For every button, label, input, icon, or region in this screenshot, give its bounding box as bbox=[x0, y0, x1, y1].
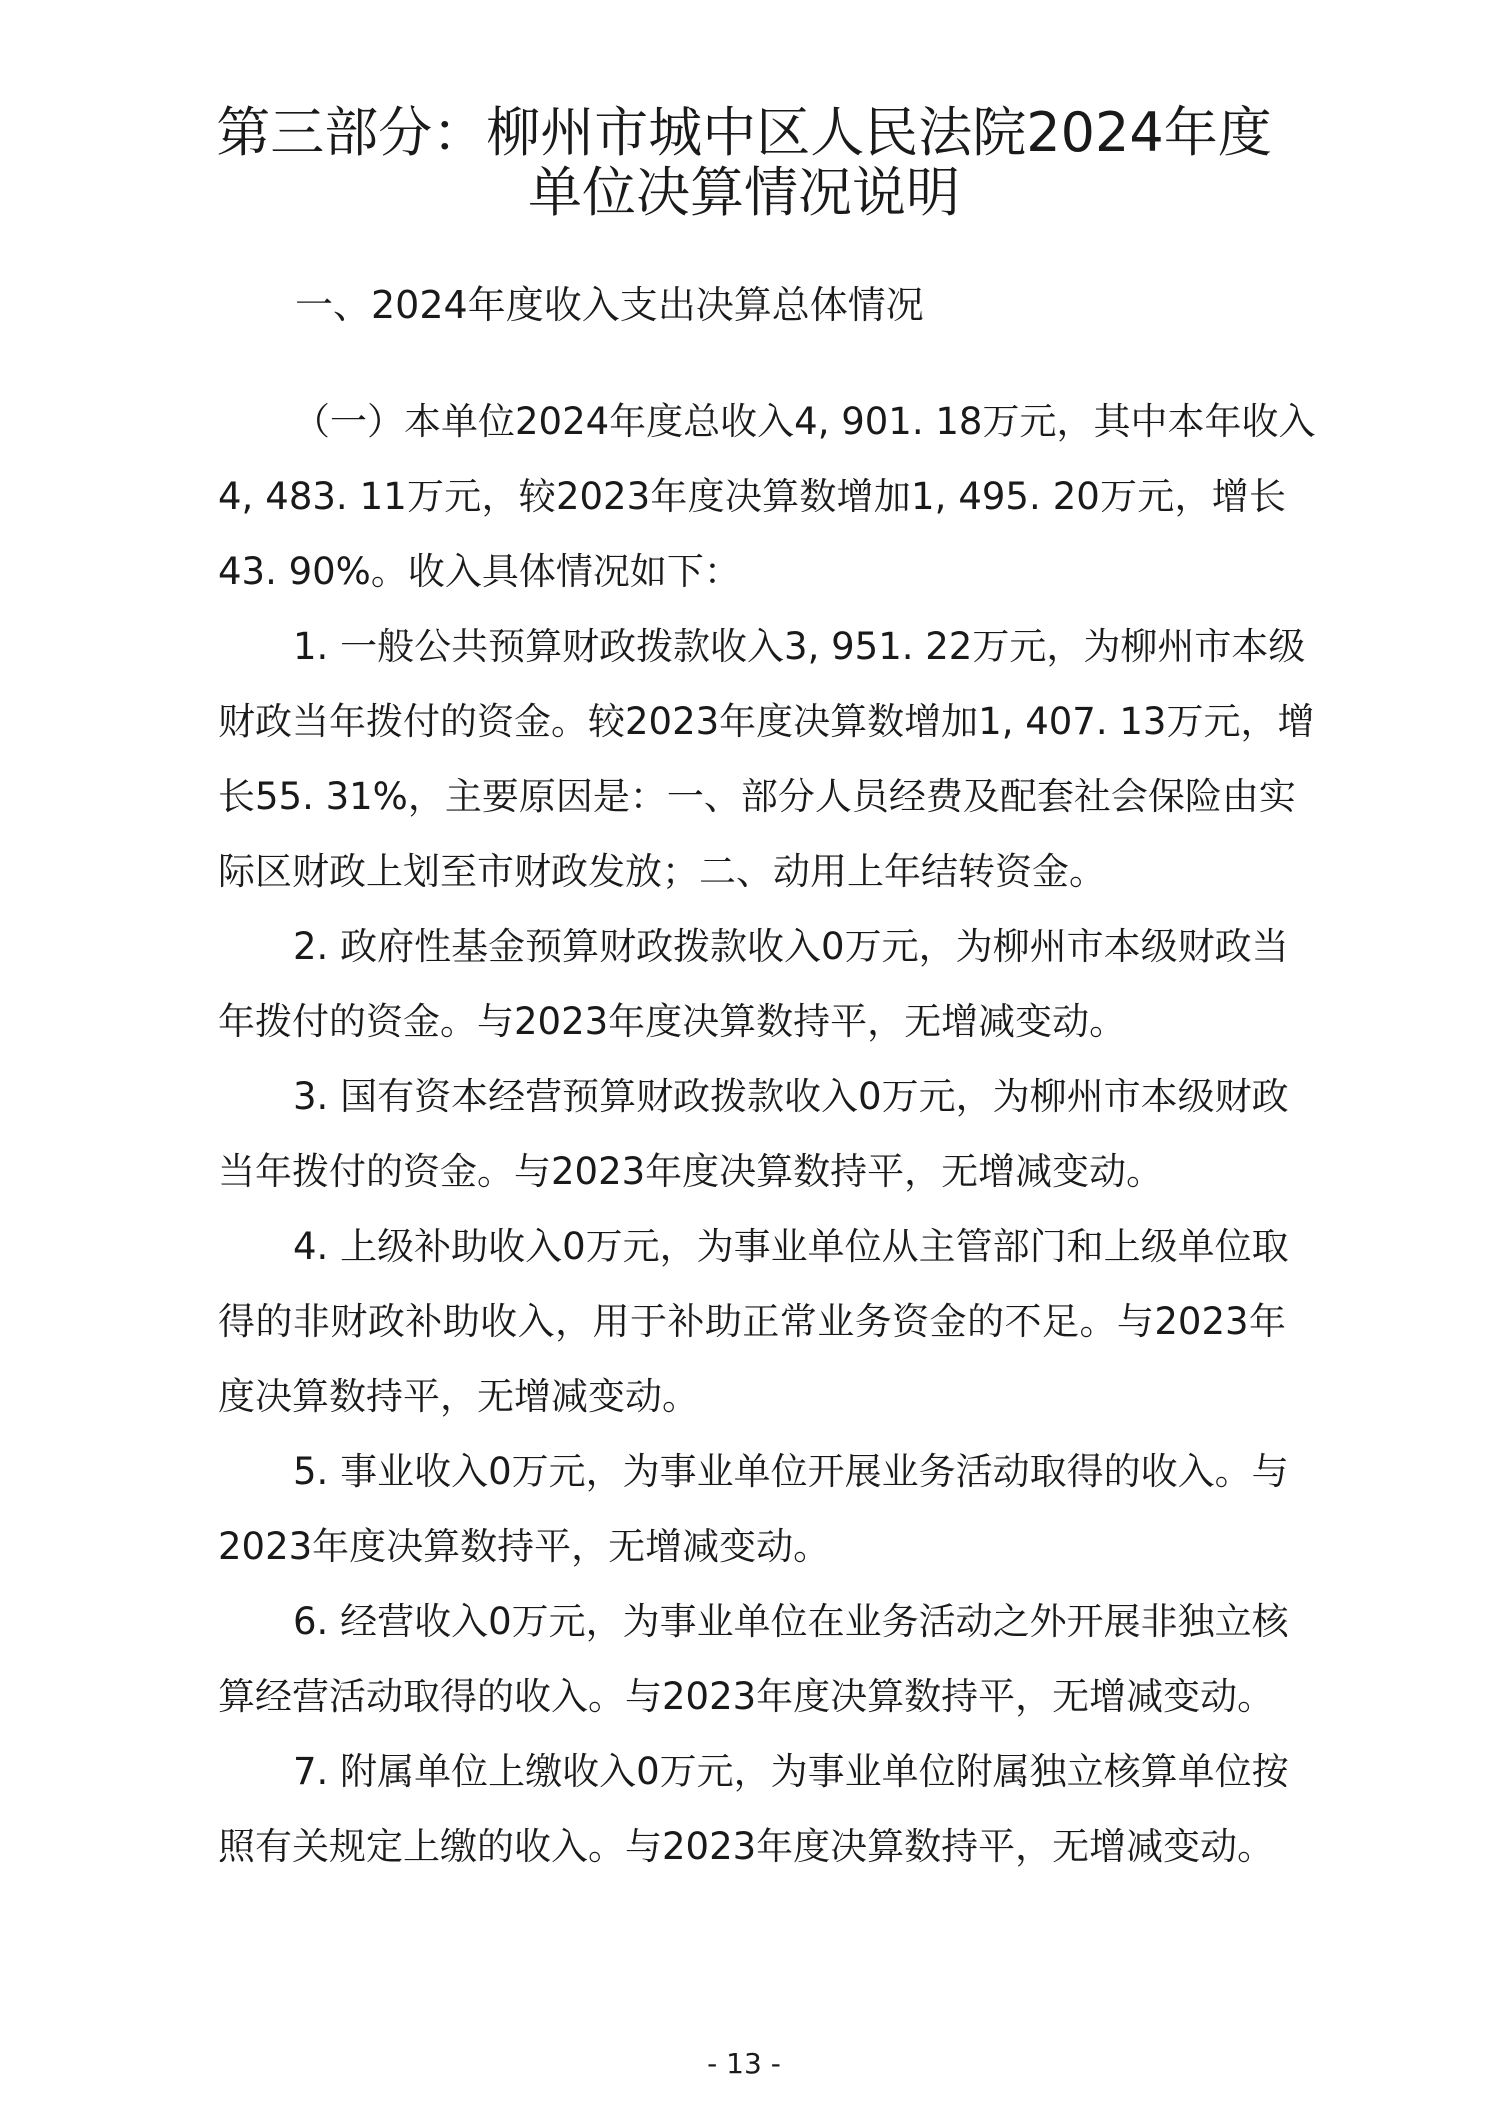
page-title-line-1: 第三部分：柳州市城中区人民法院2024年度 bbox=[216, 101, 1272, 164]
paragraph-line: 际区财政上划至市财政发放；二、动用上年结转资金。 bbox=[218, 850, 1106, 893]
section-heading: 一、2024年度收入支出决算总体情况 bbox=[295, 283, 924, 327]
paragraph-line: 4, 483. 11万元，较2023年度决算数增加1, 495. 20万元，增长 bbox=[218, 475, 1286, 518]
paragraph-line: 照有关规定上缴的收入。与2023年度决算数持平，无增减变动。 bbox=[218, 1825, 1275, 1868]
paragraph-line: 1. 一般公共预算财政拨款收入3, 951. 22万元，为柳州市本级 bbox=[293, 625, 1306, 668]
paragraph-line: 财政当年拨付的资金。较2023年度决算数增加1, 407. 13万元，增 bbox=[218, 700, 1315, 743]
paragraph-line: 当年拨付的资金。与2023年度决算数持平，无增减变动。 bbox=[218, 1150, 1164, 1193]
paragraph-line: 3. 国有资本经营预算财政拨款收入0万元，为柳州市本级财政 bbox=[293, 1075, 1289, 1118]
paragraph-line: 4. 上级补助收入0万元，为事业单位从主管部门和上级单位取 bbox=[293, 1225, 1289, 1268]
paragraph-line: 长55. 31%，主要原因是：一、部分人员经费及配套社会保险由实 bbox=[218, 775, 1296, 818]
paragraph-line: 7. 附属单位上缴收入0万元，为事业单位附属独立核算单位按 bbox=[293, 1750, 1289, 1793]
page-number: - 13 - bbox=[707, 2047, 781, 2080]
paragraph-line: 5. 事业收入0万元，为事业单位开展业务活动取得的收入。与 bbox=[293, 1450, 1289, 1493]
paragraph-line: 度决算数持平，无增减变动。 bbox=[218, 1375, 699, 1418]
paragraph-line: 得的非财政补助收入，用于补助正常业务资金的不足。与2023年 bbox=[218, 1300, 1286, 1343]
paragraph-line: 6. 经营收入0万元，为事业单位在业务活动之外开展非独立核 bbox=[293, 1600, 1289, 1643]
paragraph-line: （一）本单位2024年度总收入4, 901. 18万元，其中本年收入 bbox=[293, 400, 1316, 443]
paragraph-line: 年拨付的资金。与2023年度决算数持平，无增减变动。 bbox=[218, 1000, 1127, 1043]
paragraph-line: 算经营活动取得的收入。与2023年度决算数持平，无增减变动。 bbox=[218, 1675, 1275, 1718]
page-title-line-2: 单位决算情况说明 bbox=[528, 161, 960, 224]
paragraph-line: 2. 政府性基金预算财政拨款收入0万元，为柳州市本级财政当 bbox=[293, 925, 1289, 968]
paragraph-line: 43. 90%。收入具体情况如下： bbox=[218, 550, 741, 593]
paragraph-line: 2023年度决算数持平，无增减变动。 bbox=[218, 1525, 831, 1568]
